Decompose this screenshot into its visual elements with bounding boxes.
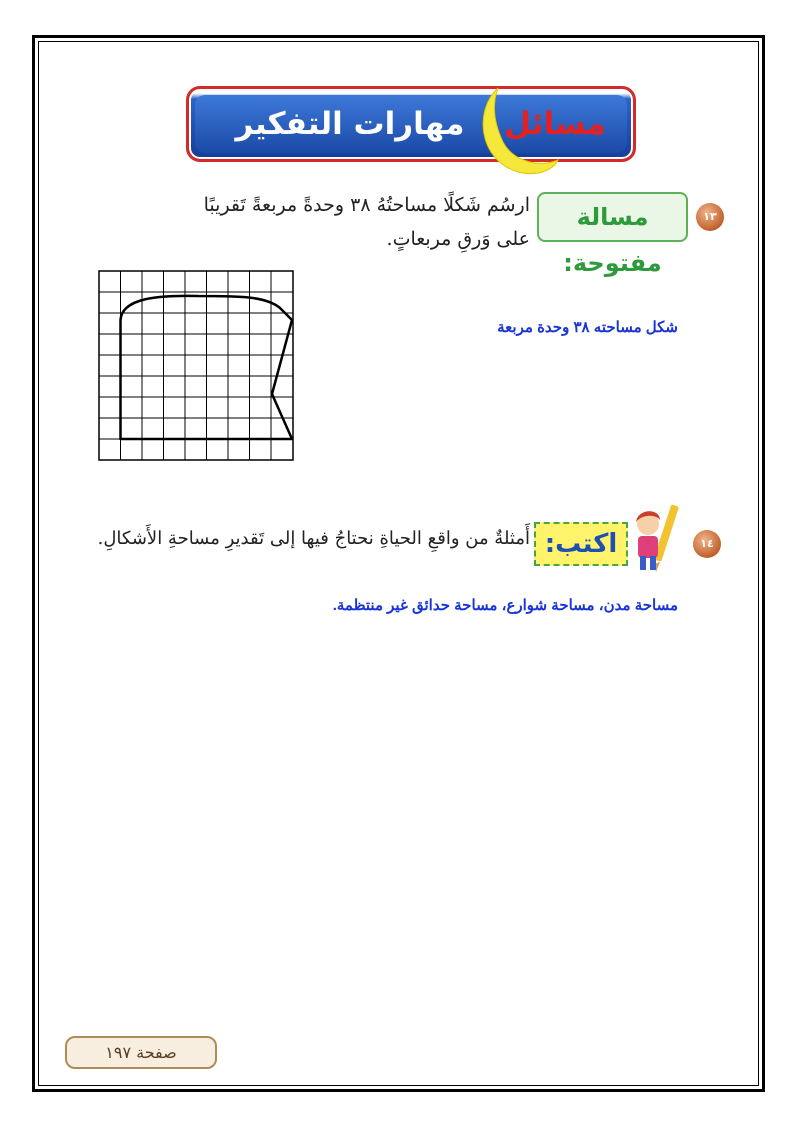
problem-13-line2: على وَرقِ مربعاتٍ. xyxy=(386,228,530,250)
problem-number-badge: ١٤ xyxy=(693,530,721,558)
title-lead: مسائل xyxy=(504,106,606,142)
problem-14-text: أَمثلةٌ من واقعِ الحياةِ نحتاجُ فيها إلى تَقديرِ مساحةِ الأَشكالِ. xyxy=(97,528,530,549)
problem-14-answer: مساحة مدن، مساحة شوارع، مساحة حدائق غير منتظمة. xyxy=(332,597,678,614)
page-number: صفحة ١٩٧ xyxy=(65,1036,217,1069)
problem-number-badge: ١٣ xyxy=(696,203,724,231)
square-grid-drawing xyxy=(98,270,296,462)
problem-13-line1: ارسُم شَكلًا مساحتُهُ ٣٨ وحدةً مربعةً تَقريبًا xyxy=(203,194,530,216)
problem-13-answer: شكل مساحته ٣٨ وحدة مربعة xyxy=(497,319,678,336)
page-title: مهارات التفكير العليا: xyxy=(235,106,465,198)
open-problem-label: مسالة مفتوحة: xyxy=(537,192,688,242)
student-with-pencil-icon xyxy=(626,500,688,576)
write-label: اكتب: xyxy=(534,522,628,566)
